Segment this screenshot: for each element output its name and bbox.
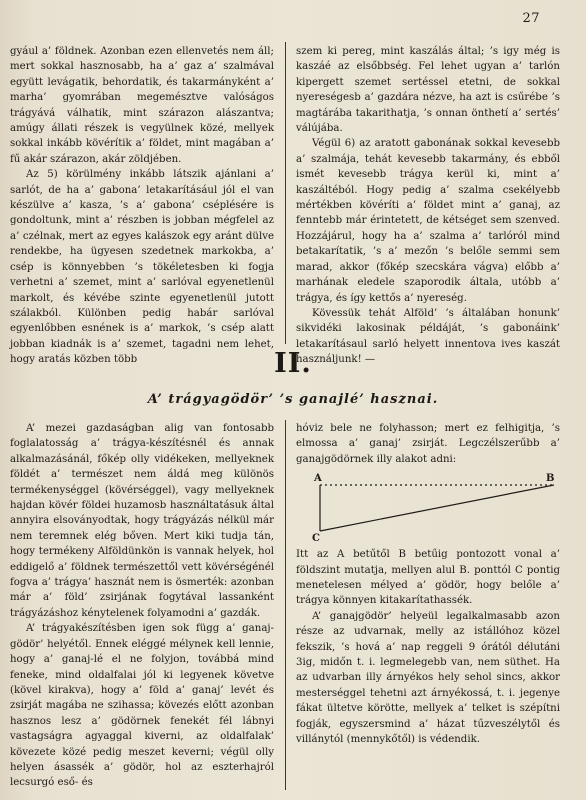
paragraph: Végül 6) az aratott gabonának sokkal kevesebb a’ szalmája, tehát kevesebb takarmány, és ebből ismét kevesebb trágya kerül ki, mint a’ kaszáltéból. Hogy pedig a’ szalma csekélyebb mértékben kövéríti a’ földet mint a’ ganaj, az fenntebb már érintetett, de kétséget sem szenved. Hozzájárul, hogy ha a’ szalma a’ tarlóról mind betakarítatik, ’s a’ mezőn ’s belőle semmi sem marad, akkor (főkép szecskára vágva) előbb a’ marhának eledele szaporodik általa, utóbb a’ trágya, és így kettős a’ nyereség.	[296, 138, 560, 304]
top-right-column	[296, 44, 560, 368]
diagram-label-b: B	[546, 473, 555, 485]
paragraph: gyául a’ földnek. Azonban ezen ellenvetés nem áll; mert sokkal hasznosabb, ha a’ gaz a’ szalmával együtt levágatik, behordatik, és takarmányként a’ marha’ gyomrában megemésztve valóságos trágyává válhatik, mint szárazon alászantva; amúgy állati részek is vegyülnek közé, mellyek sokkal inkább kövérítik a’ földet, mint magában a’ fű akár szárazon, akár zöldjében.	[10, 46, 274, 165]
bottom-left-column	[10, 421, 274, 791]
paragraph: A’ ganajgödör’ helyeül legalkalmasabb azon része az udvarnak, melly az istállóhoz közel fekszik, ’s hová a’ nap reggeli 9 órától délutáni 3ig, midőn t. i. legmelegebb van, nem süthet. Ha az udvarban illy árnyékos hely sehol sincs, akkor mesterséggel tehetni azt árnyékossá, t. i. jegenye fákat ültetve körötte, mellyek a’ telket is szépítni fogják, egyszersmind a’ házat tűzveszélytől és villánytól (mennykőtől) is védendik.	[296, 610, 560, 746]
paragraph: A’ mezei gazdaságban alig van fontosabb foglalatosság a’ trágya-készítésnél és annak alkalmazásánál, főkép olly vidékeken, mellyeknek földét a’ természet nem áldá meg különös termékenységgel (kövérséggel), vagy mellyeknek hajdan kövér földei huzamosb használtatásuk által annyira elsoványodtak, hogy trágyázás nélkül már nem teremnek elég bőven. Mert kiki tudja tán, hogy termékeny Alföldünkön is vannak helyek, hol eddigelő a’ földnek természettől vett kövérségénél fogva a’ trágya’ hasznát nem is ösmerték: azonban már a’ föld’ zsirjának fogytával lassanként trágyázáshoz kénytelenek folyamodni a’ gazdák.	[10, 423, 274, 619]
paragraph: Kövessük tehát Alföld’ ’s általában honunk’ sikvidéki lakosinak példáját, ’s gabonáink’ letakarításaul sarló helyett innentova ives kaszát használjunk! —	[296, 307, 560, 366]
page-number: 27	[522, 11, 540, 26]
paragraph: hóviz bele ne folyhasson; mert ez felhigitja, ’s elmossa a’ ganaj’ zsirját. Legczélszerűbb a’ ganajgödörnek illy alakot adni:	[296, 423, 560, 465]
column-divider-bottom	[285, 420, 286, 790]
top-left-column	[10, 44, 274, 368]
pit-floor-slope-line	[320, 485, 554, 531]
section-title: A’ trágyagödör’ ’s ganajlé’ hasznai.	[147, 392, 439, 407]
diagram-label-c: C	[312, 533, 320, 544]
paragraph: Itt az A betűtől B betűig pontozott vonal a’ földszint mutatja, mellyen alul B. ponttól C pontig menetelesen mélyed a’ gödör, hogy belőle a’ trágya könnyen kitakarítathassék.	[296, 549, 560, 607]
dunghill-pit-diagram	[296, 473, 560, 543]
section-number: II.	[274, 348, 312, 379]
column-divider-top	[285, 42, 286, 344]
paragraph: Az 5) körülmény inkább látszik ajánlani a’ sarlót, de ha a’ gabona’ letakarításául jól el van készülve a’ kasza, ’s a’ gabona’ cséplésére is gondoltunk, mint a’ részben is jobban mégfelel az a’ czélnak, mert az egyes kalászok egy aránt dülve rendekbe, ha ügyesen szedetnek markokba, a’ csép is könnyebben ’s tökéletesben ki fogja verhetni a’ szemet, mint a’ sarlóval egyenetlenül markolt, és kévébe szinte egyenetlenül jutott szálakból. Különben pedig habár sarlóval egyenlőbben esnének is a’ markok, ’s csép alatt jobban kiadnák is a’ szemet, tagadni nem lehet, hogy aratás közben több	[10, 169, 274, 366]
diagram-label-a: A	[314, 473, 322, 485]
bottom-right-column	[296, 421, 560, 748]
paragraph: A’ trágyakészítésben igen sok függ a’ ganaj-gödör’ helyétől. Ennek eléggé mélynek kell lennie, hogy a’ ganaj-lé el ne folyjon, továbbá mind feneke, mind oldalfalai jól ki legyenek követve (kövel kirakva), hogy a’ föld a’ ganaj’ levét és zsirját magába ne szihassa; kövezés előtt azonban hasznos lesz a’ gödörnek fenekét fél lábnyi vastagságra agyaggal kiverni, az oldalfalak’ kövezete közé pedig meszet keverni; végül olly helyen ásassék a’ gödör, hol az eszterhajról lecsurgó eső- és	[10, 623, 274, 789]
paragraph: szem ki pereg, mint kaszálás által; ’s igy még is kaszáé az elsőbbség. Fel lehet ugyan a’ tarlón kipergett szemet sertéssel etetni, de sokkal nyereségesb a’ gazdára nézve, ha azt is csűrébe ’s magtárába takarithatja, ’s onnan önthetí a’ sertés’ válújába.	[296, 46, 560, 135]
